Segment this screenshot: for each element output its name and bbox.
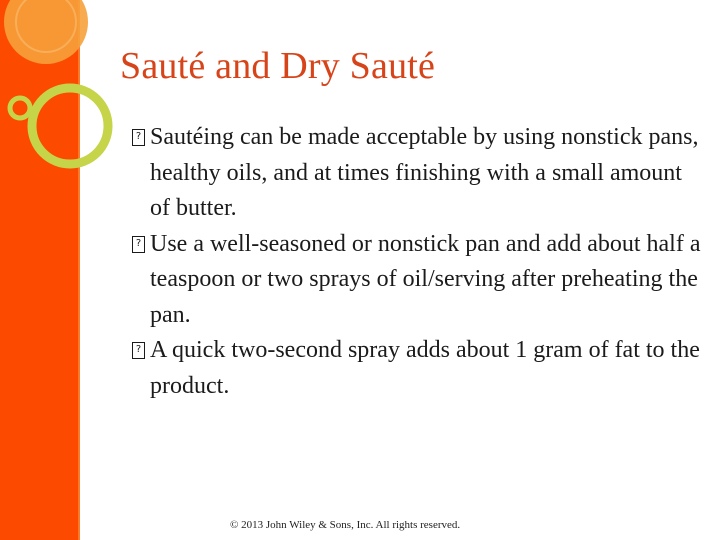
bullet-text: Sautéing can be made acceptable by using nonstick pans, healthy oils, and at times finishing with a small amount of butter. [150,124,699,221]
circle-motif-icon [0,0,140,200]
bullet-item [132,120,702,227]
bullet-list [132,120,702,404]
bullet-marker-icon: ? [132,236,145,253]
small-green-ring-decoration [10,98,30,118]
green-ring-decoration [32,88,108,164]
orange-circle-decoration [4,0,88,64]
bullet-item [132,333,702,404]
bullet-text: A quick two-second spray adds about 1 gram of fat to the product. [150,337,700,399]
bullet-item [132,227,702,334]
bullet-text: Use a well-seasoned or nonstick pan and add about half a teaspoon or two sprays of oil/serving after preheating the pan. [150,230,701,328]
slide-title: Sauté and Dry Sauté [120,45,436,87]
bullet-marker-icon: ? [132,342,145,359]
copyright-footer: © 2013 John Wiley & Sons, Inc. All rights reserved. [230,519,461,531]
bullet-marker-icon: ? [132,129,145,146]
